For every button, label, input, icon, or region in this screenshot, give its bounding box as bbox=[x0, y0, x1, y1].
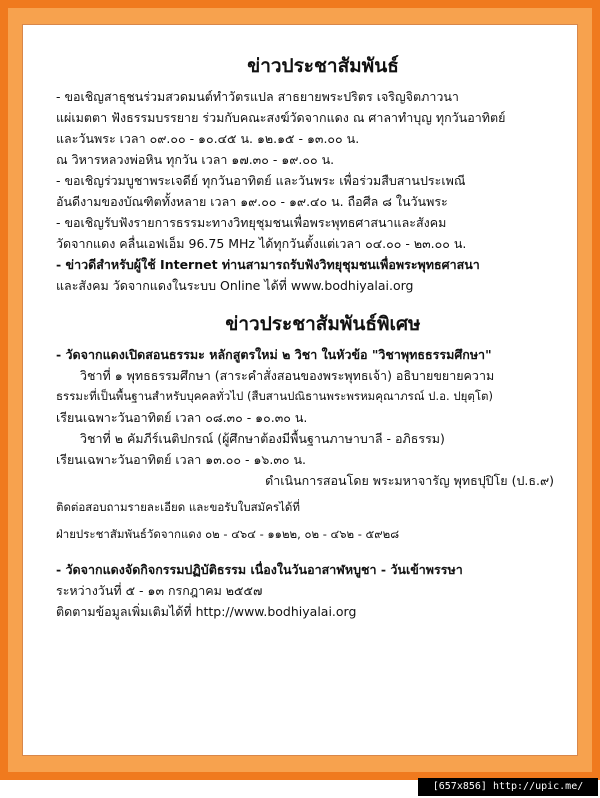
subject1-line: วิชาที่ ๑ พุทธธรรมศึกษา (สาระคำสั่งสอนของพระพุทธเจ้า) อธิบายขยายความ bbox=[80, 368, 495, 383]
section1-line: - ขอเชิญร่วมบูชาพระเจดีย์ ทุกวันอาทิตย์ และวันพระ เพื่อร่วมสืบสานประเพณี bbox=[56, 173, 466, 188]
practice-line: ระหว่างวันที่ ๕ - ๑๓ กรกฎาคม ๒๕๕๗ bbox=[56, 583, 263, 598]
section1-line: วัดจากแดง คลื่นเอฟเอ็ม 96.75 MHz ได้ทุกวันตั้งแต่เวลา ๐๔.๐๐ - ๒๓.๐๐ น. bbox=[56, 236, 467, 251]
section1-line: อันดีงามของบัณฑิตทั้งหลาย เวลา ๑๙.๐๐ - ๑๙.๔๐ น. ถือศีล ๘ ในวันพระ bbox=[56, 194, 448, 209]
document-paper bbox=[22, 24, 578, 756]
image-host-watermark: [657x856] http://upic.me/ bbox=[418, 778, 598, 796]
practice-line: - วัดจากแดงจัดกิจกรรมปฏิบัติธรรม เนื่องในวันอาสาฬหบูชา - วันเข้าพรรษา bbox=[56, 562, 463, 577]
teacher-line: ดำเนินการสอนโดย พระมหาจารัญ พุทธปุปิโย (ป.ธ.๙) bbox=[265, 473, 554, 488]
document-content bbox=[56, 52, 590, 622]
section1-line: - ขอเชิญสาธุชนร่วมสวดมนต์ทำวัตรแปล สาธยายพระปริตร เจริญจิตภาวนา bbox=[56, 89, 459, 104]
followup-line: ติดตามข้อมูลเพิ่มเติมได้ที่ http://www.bodhiyalai.org bbox=[56, 604, 357, 619]
subject2-line: เรียนเฉพาะวันอาทิตย์ เวลา ๑๓.๐๐ - ๑๖.๓๐ น. bbox=[56, 452, 306, 467]
section1-line: แผ่เมตตา ฟังธรรมบรรยาย ร่วมกับคณะสงฆ์วัดจากแดง ณ ศาลาทำบุญ ทุกวันอาทิตย์ bbox=[56, 110, 506, 125]
subject1-line: ธรรมะที่เป็นพื้นฐานสำหรับบุคคลทั่วไป (สืบสานปณิธานพระพรหมคุณาภรณ์ ป.อ. ปยุตฺโต) bbox=[56, 389, 493, 403]
section1-line: ณ วิหารหลวงพ่อหิน ทุกวัน เวลา ๑๗.๓๐ - ๑๙.๐๐ น. bbox=[56, 152, 335, 167]
course-intro: - วัดจากแดงเปิดสอนธรรมะ หลักสูตรใหม่ ๒ วิชา ในหัวข้อ "วิชาพุทธธรรมศึกษา" bbox=[56, 347, 492, 362]
section1-line: และสังคม วัดจากแดงในระบบ Online ได้ที่ www.bodhiyalai.org bbox=[56, 278, 414, 293]
subject1-line: เรียนเฉพาะวันอาทิตย์ เวลา ๐๘.๓๐ - ๑๐.๓๐ น. bbox=[56, 410, 308, 425]
contact-line: ติดต่อสอบถามรายละเอียด และขอรับใบสมัครได้ที่ bbox=[56, 500, 300, 514]
contact-line: ฝ่ายประชาสัมพันธ์วัดจากแดง ๐๒ - ๔๖๔ - ๑๑๒๒, ๐๒ - ๔๖๒ - ๕๙๒๘ bbox=[56, 527, 400, 541]
section1-line: - ข่าวดีสำหรับผู้ใช้ Internet ท่านสามารถรับฟังวิทยุชุมชนเพื่อพระพุทธศาสนา bbox=[56, 257, 480, 272]
subject2-line: วิชาที่ ๒ คัมภีร์เนติปกรณ์ (ผู้ศึกษาต้องมีพื้นฐานภาษาบาลี - อภิธรรม) bbox=[80, 431, 445, 446]
section2-title: ข่าวประชาสัมพันธ์พิเศษ bbox=[225, 313, 421, 335]
section1-line: และวันพระ เวลา ๐๙.๐๐ - ๑๐.๔๕ น. ๑๒.๑๕ - ๑๓.๐๐ น. bbox=[56, 131, 360, 146]
section1-line: - ขอเชิญรับฟังรายการธรรมะทางวิทยุชุมชนเพื่อพระพุทธศาสนาและสังคม bbox=[56, 215, 447, 230]
section1-title: ข่าวประชาสัมพันธ์ bbox=[247, 55, 399, 77]
